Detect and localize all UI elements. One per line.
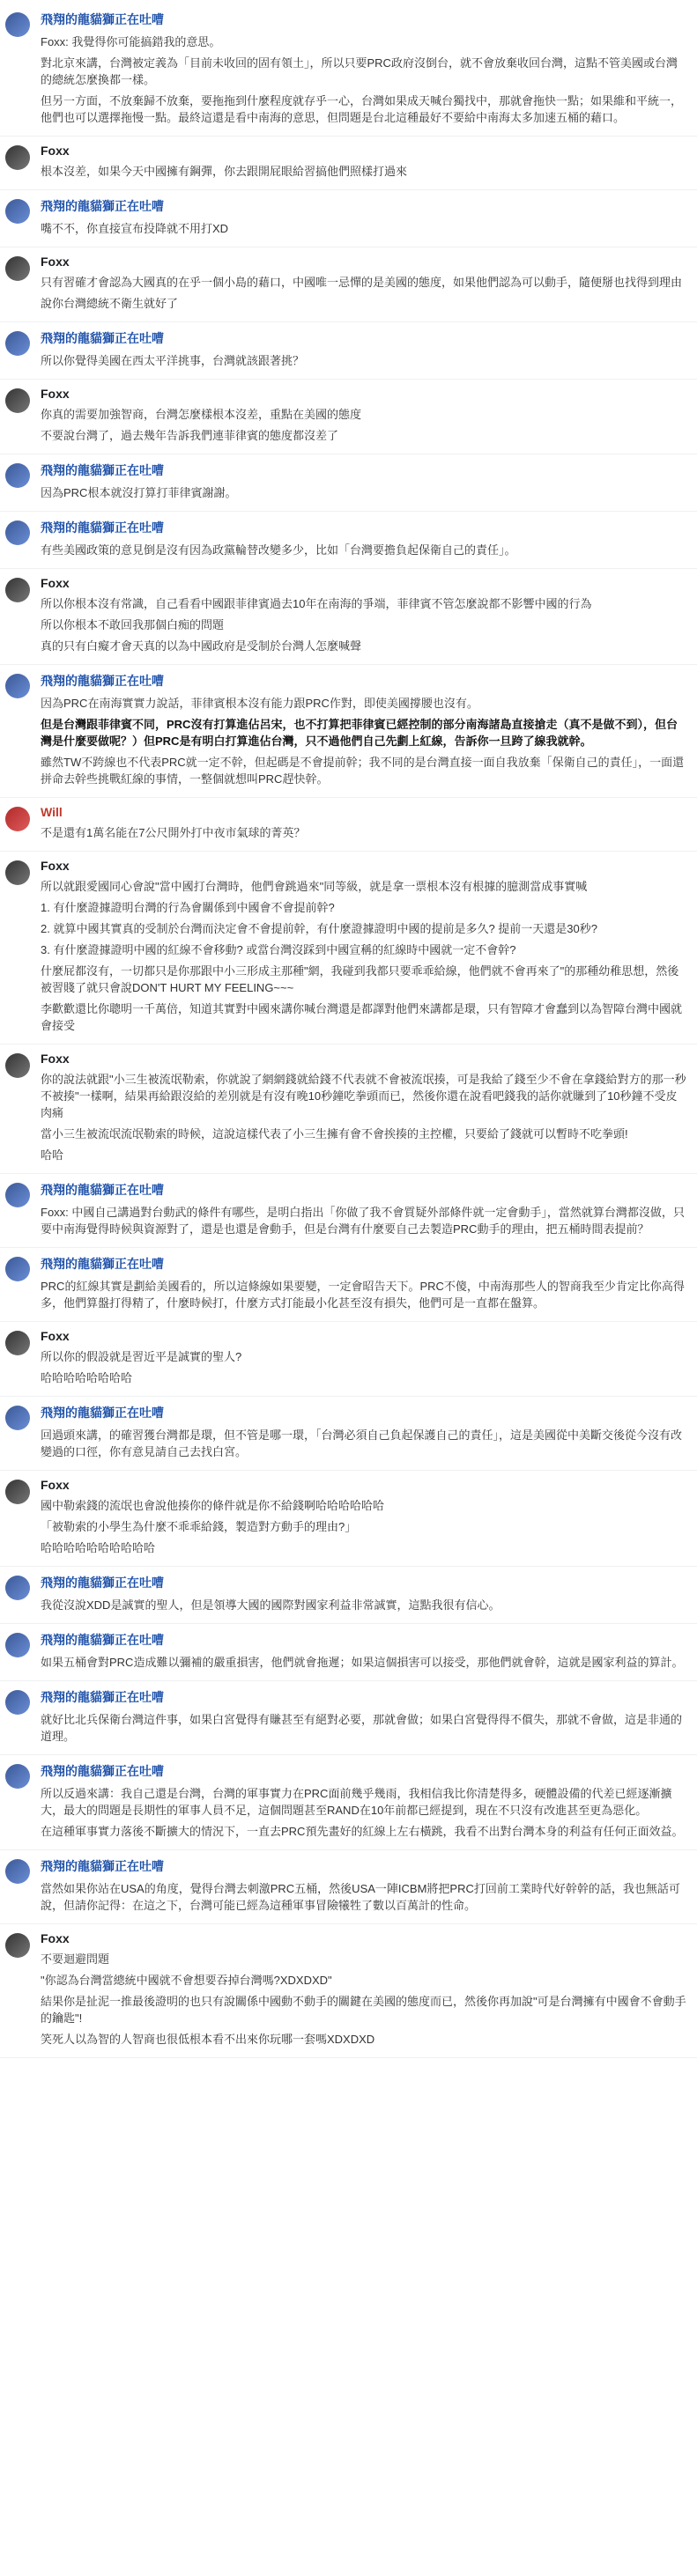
comment-text: 所以你根本沒有常識，自己看看中國跟菲律賓過去10年在南海的爭端，菲律賓不管怎麼說都不影響中國的行為 — [41, 597, 592, 610]
comment-body — [41, 803, 686, 845]
comment-author[interactable]: 飛翔的龍貓獅正在吐嘈 — [41, 1859, 164, 1873]
comment-text: 什麼屁都沒有，一切都只是你那跟中小三形成主那種"網，我碰到我都只要乖乖給線，他們就不會再來了"的那種幼稚思想，然後被習賤了就只會說DON'T HURT MY FEELING~~~ — [41, 964, 679, 994]
comment-item — [0, 512, 697, 569]
avatar-column — [4, 1179, 41, 1242]
avatar-column — [4, 1327, 41, 1391]
comment-body — [41, 1629, 686, 1675]
comment-item — [0, 1248, 697, 1322]
comment-author[interactable]: 飛翔的龍貓獅正在吐嘈 — [41, 1257, 164, 1271]
comment-text: 真的只有白癡才會天真的以為中國政府是受制於台灣人怎麼喊聲 — [41, 639, 362, 653]
comment-body — [41, 1179, 686, 1242]
comment-body — [41, 517, 686, 563]
comment-author[interactable]: 飛翔的龍貓獅正在吐嘈 — [41, 1406, 164, 1420]
comment-text: 當然如果你站在USA的角度，覺得台灣去刺激PRC五桶，然後USA一陣ICBM將把PRC打回前工業時代好幹幹的話，我也無話可說，但請你記得：在這之下，台灣可能已經為這種軍事冒險犧牲了數以百萬計的性命。 — [41, 1882, 680, 1912]
avatar-column — [4, 196, 41, 241]
avatar[interactable] — [5, 1859, 30, 1884]
comment-item — [0, 1850, 697, 1924]
comment-item — [0, 1174, 697, 1248]
avatar[interactable] — [5, 520, 30, 545]
comment-body — [41, 1050, 686, 1168]
comment-text: 笑死人以為智的人智商也很低根本看不出來你玩哪一套嗎XDXDXD — [41, 2033, 375, 2046]
comment-text: 當小三生被流氓流氓勒索的時候，這說這樣代表了小三生擁有會不會挨揍的主控權，只要給了錢就可以暫時不吃拳頭! — [41, 1127, 628, 1140]
comment-text: 在這種軍事實力落後不斷擴大的情況下，一直去PRC預先畫好的紅線上左右橫跳，我看不出對台灣本身的利益有任何正面效益。 — [41, 1825, 684, 1838]
comment-text: 不要說台灣了，過去幾年告訴我們連菲律賓的態度都沒差了 — [41, 429, 339, 442]
avatar[interactable] — [5, 331, 30, 356]
comment-text: 我從沒說XDD是誠實的聖人，但是領導大國的國際對國家利益非常誠實，這點我很有信心。 — [41, 1598, 501, 1612]
avatar-column — [4, 9, 41, 130]
comment-author[interactable]: 飛翔的龍貓獅正在吐嘈 — [41, 520, 164, 535]
comment-text: 你的說法就跟"小三生被流氓勒索，你就說了網網錢就給錢不代表就不會被流氓揍，可是我給了錢至少不會在拿錢給對方的那一秒不被揍"一樣啊，結果再給跟沒給的差別就是有沒有晚10秒鐘吃拳頭而已，然後你還在說看吧錢我的話你就賺到了10秒鐘不受皮肉痛 — [41, 1073, 686, 1119]
avatar[interactable] — [5, 1331, 30, 1355]
comment-body — [41, 196, 686, 241]
comment-text: 3. 有什麼證據證明中國的紅線不會移動? 或當台灣沒踩到中國宣稱的紅線時中國就一定不會幹? — [41, 943, 516, 956]
comment-author[interactable]: Foxx — [41, 144, 70, 158]
comment-text: 但另一方面，不放棄歸不放棄，要拖拖到什麼程度就存乎一心，台灣如果成天喊台獨找中，那就會拖快一點；如果維和平統一，他們也可以選擇拖慢一點。最終這還是看中南海的意思，但問題是台北這種最好不要給中南海太多加速五桶的藉口。 — [41, 94, 683, 124]
comment-item — [0, 1471, 697, 1567]
comment-author[interactable]: Foxx — [41, 576, 70, 590]
comment-author[interactable]: 飛翔的龍貓獅正在吐嘈 — [41, 1576, 164, 1590]
avatar[interactable] — [5, 145, 30, 170]
comment-item — [0, 1567, 697, 1624]
comment-text: 只有習確才會認為大國真的在乎一個小島的藉口，中國唯一忌憚的是美國的態度，如果他們認為可以動手，隨便掰也找得到理由 — [41, 276, 683, 289]
comment-item — [0, 1681, 697, 1755]
comment-item — [0, 380, 697, 454]
avatar[interactable] — [5, 1576, 30, 1600]
avatar[interactable] — [5, 1406, 30, 1430]
comment-body — [41, 574, 686, 659]
comment-author[interactable]: Foxx — [41, 1052, 70, 1066]
comment-author[interactable]: 飛翔的龍貓獅正在吐嘈 — [41, 331, 164, 345]
avatar-column — [4, 328, 41, 373]
avatar-column — [4, 1402, 41, 1465]
comment-author[interactable]: Foxx — [41, 859, 70, 873]
comment-body — [41, 253, 686, 316]
comment-text: 不是還有1萬名能在7公尺開外打中夜市氣球的菁英？ — [41, 826, 306, 839]
comment-text: 有些美國政策的意見倒是沒有因為政黨輪替改變多少，比如「台灣要擔負起保衛自己的責任」。 — [41, 543, 516, 557]
comment-text: 所以你覺得美國在西太平洋挑事，台灣就該跟著挑？ — [41, 354, 305, 367]
comment-author[interactable]: Will — [41, 805, 63, 819]
avatar-column — [4, 803, 41, 845]
avatar-column — [4, 385, 41, 448]
comment-text: 結果你是扯泥一推最後證明的也只有說關係中國動不動手的關鍵在美國的態度而已，然後你再加說"可是台灣擁有中國會不會動手的鑰匙"! — [41, 1995, 686, 2025]
comment-author[interactable]: 飛翔的龍貓獅正在吐嘈 — [41, 1183, 164, 1197]
avatar[interactable] — [5, 12, 30, 37]
avatar-column — [4, 1687, 41, 1749]
comment-item — [0, 798, 697, 852]
comment-item — [0, 1044, 697, 1174]
comment-text: 李歡歡還比你聰明一千萬倍，知道其實對中國來講你喊台灣還是都譯對他們來講都是環，只有智障才會蠢到以為智障台灣中國就會接受 — [41, 1002, 683, 1032]
comment-text: PRC的紅線其實是劃給美國看的，所以這條線如果要變，一定會昭告天下。PRC不傻，中南海那些人的智商我至少肯定比你高得多，他們算盤打得精了，什麼時候打，什麼方式打能最小化甚至沒有損失，他們可是一直都在盤算。 — [41, 1280, 685, 1310]
comment-text: 不要迴避問題 — [41, 1952, 110, 1966]
avatar-column — [4, 1253, 41, 1316]
avatar[interactable] — [5, 1633, 30, 1657]
comment-author[interactable]: 飛翔的龍貓獅正在吐嘈 — [41, 674, 164, 688]
comment-text: 但是台灣跟菲律賓不同，PRC沒有打算進佔呂宋，也不打算把菲律賓已經控制的部分南海諸島直接搶走（真不是做不到），但台灣是什麼要做呢？）但PRC是有明白打算進佔台灣，只不過他們自己先劃上紅線，告訴你一旦跨了線我就幹。 — [41, 718, 678, 748]
comment-body — [41, 1687, 686, 1749]
comment-body — [41, 1476, 686, 1561]
comment-item — [0, 1624, 697, 1681]
comment-author[interactable]: 飛翔的龍貓獅正在吐嘈 — [41, 1690, 164, 1704]
comment-author[interactable]: Foxx — [41, 387, 70, 401]
avatar-column — [4, 460, 41, 506]
avatar[interactable] — [5, 463, 30, 488]
comment-text: 2. 就算中國其實真的受制於台灣而決定會不會提前幹，有什麼證據證明中國的提前是多久? 提前一天還是30秒? — [41, 922, 597, 935]
avatar[interactable] — [5, 860, 30, 885]
comment-body — [41, 1760, 686, 1844]
avatar-column — [4, 1629, 41, 1675]
avatar[interactable] — [5, 578, 30, 602]
avatar-column — [4, 857, 41, 1038]
comment-body — [41, 1856, 686, 1918]
comment-author[interactable]: Foxx — [41, 1478, 70, 1492]
comment-item — [0, 4, 697, 137]
avatar[interactable] — [5, 1053, 30, 1078]
comment-text: 說你台灣總統不衛生就好了 — [41, 297, 179, 310]
comment-item — [0, 1322, 697, 1397]
avatar-column — [4, 1572, 41, 1618]
comment-author[interactable]: Foxx — [41, 1329, 70, 1343]
comment-item — [0, 247, 697, 322]
comment-body — [41, 857, 686, 1038]
comment-text: 所以你根本不敢回我那個白痴的問題 — [41, 618, 225, 631]
comment-body — [41, 142, 686, 184]
comment-item — [0, 852, 697, 1044]
comment-text: 哈哈哈哈哈哈哈哈 — [41, 1371, 133, 1384]
comment-text: 國中勒索錢的流氓也會說他揍你的條件就是你不給錢啊哈哈哈哈哈哈 — [41, 1499, 385, 1512]
comment-author[interactable]: 飛翔的龍貓獅正在吐嘈 — [41, 463, 164, 477]
avatar-column — [4, 1476, 41, 1561]
avatar-column — [4, 142, 41, 184]
avatar-column — [4, 1856, 41, 1918]
comment-body — [41, 670, 686, 792]
avatar[interactable] — [5, 388, 30, 413]
comment-body — [41, 328, 686, 373]
comment-item — [0, 137, 697, 190]
avatar[interactable] — [5, 1933, 30, 1958]
comment-text: 就好比北兵保衛台灣這件事，如果白宮覺得有賺甚至有絕對必要，那就會做；如果白宮覺得得不償失，那就不會做，這是非通的道理。 — [41, 1713, 683, 1743]
comment-author[interactable]: Foxx — [41, 255, 70, 269]
avatar[interactable] — [5, 1690, 30, 1715]
avatar[interactable] — [5, 674, 30, 698]
avatar[interactable] — [5, 1183, 30, 1207]
comment-text: Foxx: 我覺得你可能搞錯我的意思。 — [41, 35, 221, 48]
comment-text: 如果五桶會對PRC造成難以彌補的嚴重損害，他們就會拖遲；如果這個損害可以接受，那他們就會幹，這就是國家利益的算計。 — [41, 1656, 684, 1669]
comment-item — [0, 1924, 697, 2058]
comment-text: 所以你的假設就是習近平是誠實的聖人? — [41, 1350, 242, 1363]
comment-text: 所以反過來講：我自己還是台灣，台灣的軍事實力在PRC面前幾乎幾雨，我相信我比你清楚得多，硬體設備的代差已經逐漸擴大，最大的問題是長期性的軍事人員不足，這個問題甚至RAND在10年前都已經提到，現在不只沒有改進甚至更為惡化。 — [41, 1787, 672, 1817]
comment-item — [0, 190, 697, 247]
avatar-column — [4, 253, 41, 316]
comment-author[interactable]: 飛翔的龍貓獅正在吐嘈 — [41, 12, 164, 26]
comment-item — [0, 1755, 697, 1850]
comment-body — [41, 385, 686, 448]
avatar-column — [4, 1760, 41, 1844]
comment-item — [0, 1397, 697, 1471]
avatar[interactable] — [5, 807, 30, 831]
comment-body — [41, 1572, 686, 1618]
comment-text: 根本沒差，如果今天中國擁有鋼彈，你去跟開屁眼給習搞他們照樣打過來 — [41, 165, 408, 178]
comment-text: 所以就跟愛國同心會說"當中國打台灣時，他們會跳過來"同等級，就是拿一票根本沒有根據的臆測當成事實喊 — [41, 880, 588, 893]
avatar-column — [4, 1930, 41, 2052]
comment-item — [0, 454, 697, 512]
comment-text: 哈哈 — [41, 1148, 64, 1162]
avatar-column — [4, 1050, 41, 1168]
comment-text: 你真的需要加強智商，台灣怎麼樣根本沒差，重點在美國的態度 — [41, 408, 362, 421]
comment-text: 回過頭來講，的確習獲台灣都是環，但不管是哪一環，「台灣必須自己負起保護自己的責任」，這是美國從中美斷交後從今沒有改變過的口徑，你有意見請自己去找白宮。 — [41, 1428, 683, 1458]
comment-body — [41, 460, 686, 506]
avatar-column — [4, 517, 41, 563]
comment-text: 1. 有什麼證據證明台灣的行為會關係到中國會不會提前幹? — [41, 901, 335, 914]
comment-body — [41, 1930, 686, 2052]
comment-text: 因為PRC根本就沒打算打菲律賓謝謝。 — [41, 486, 237, 499]
comment-text: 嘴不不，你直接宣布投降就不用打XD — [41, 222, 229, 235]
comment-text: 因為PRC在南海實實力說話，菲律賓根本沒有能力跟PRC作對，即使美國撐腰也沒有。 — [41, 697, 478, 710]
avatar[interactable] — [5, 1257, 30, 1281]
comment-text: "你認為台灣當總統中國就不會想要吞掉台灣嗎?XDXDXD" — [41, 1974, 332, 1987]
comment-item — [0, 322, 697, 380]
comment-body — [41, 9, 686, 130]
comment-item — [0, 569, 697, 665]
avatar[interactable] — [5, 256, 30, 281]
comment-body — [41, 1402, 686, 1465]
comment-text: 雖然TW不跨線也不代表PRC就一定不幹，但起碼是不會提前幹；我不同的是台灣直接一面自我放棄「保衛自己的責任」，一面還拼命去幹些挑戰紅線的事情，一整個就想叫PRC趕快幹。 — [41, 756, 685, 786]
comment-author[interactable]: 飛翔的龍貓獅正在吐嘈 — [41, 1764, 164, 1778]
avatar[interactable] — [5, 1764, 30, 1789]
comment-item — [0, 665, 697, 798]
comment-text: 「被勒索的小學生為什麼不乖乖給錢，製造對方動手的理由?」 — [41, 1520, 357, 1533]
comment-text: 對北京來講，台灣被定義為「目前未收回的固有領土」，所以只要PRC政府沒倒台，就不會放棄收回台灣，這點不管美國或台灣的總統怎麼換都一樣。 — [41, 56, 678, 86]
comment-text: 哈哈哈哈哈哈哈哈哈哈 — [41, 1541, 156, 1554]
comment-text: Foxx: 中國自己講過對台動武的條件有哪些，是明白指出「你做了我不會質疑外部條件就一定會動手」，當然就算台灣都沒做，只要中南海覺得時候與資源對了，還是也還是會動手，但是台灣有什麼要自己去製造PRC動手的理由，把五桶時間表提前？ — [41, 1206, 685, 1236]
avatar[interactable] — [5, 1480, 30, 1504]
avatar[interactable] — [5, 199, 30, 224]
comment-author[interactable]: Foxx — [41, 1931, 70, 1945]
comment-author[interactable]: 飛翔的龍貓獅正在吐嘈 — [41, 199, 164, 213]
avatar-column — [4, 574, 41, 659]
comment-author[interactable]: 飛翔的龍貓獅正在吐嘈 — [41, 1633, 164, 1647]
comment-body — [41, 1253, 686, 1316]
comment-body — [41, 1327, 686, 1391]
avatar-column — [4, 670, 41, 792]
